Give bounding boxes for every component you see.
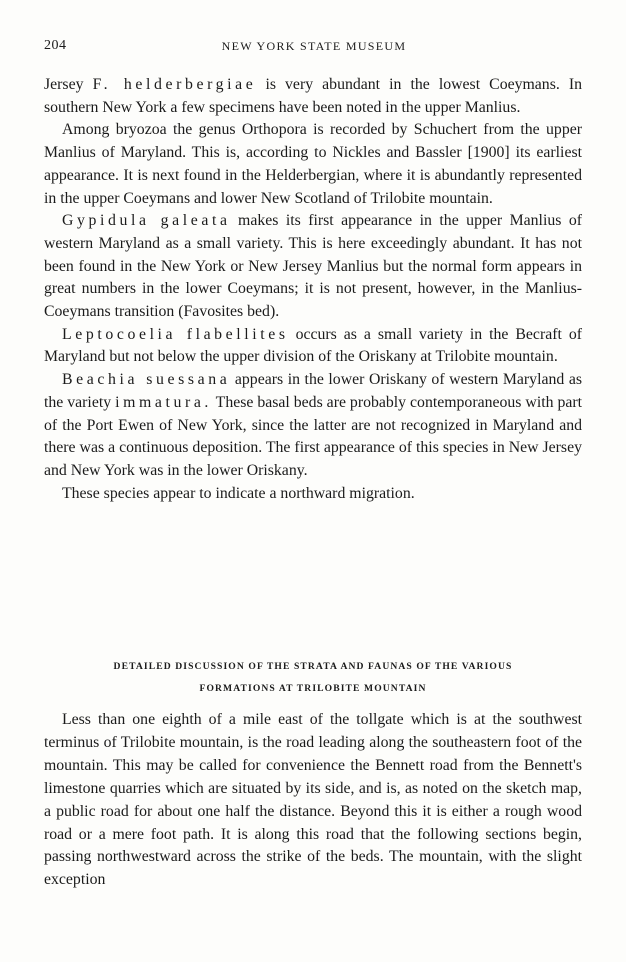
paragraph-3-text: makes its first appearance in the upper Manlius of western Maryland as a small variety. This is here exceedingly abundant. It has not been found in the New York or New Jersey Manlius but the normal form appears in great numbers in the lower Coeymans; it is not present, however, in the Manlius-Coeymans transition (Favosites bed).	[44, 212, 582, 321]
paragraph-5-text: appears in the lower Oriskany of western Maryland as the variety	[44, 371, 582, 411]
paragraph-6: These species appear to indicate a northward migration.	[62, 484, 415, 502]
species-name: Gypidula galeata	[62, 212, 231, 230]
paragraph-5-text-2: These basal beds are probably contemporaneous with part of the Port Ewen of New York, since the latter are not recognized in Maryland and there was a continuous deposition. The first appearance of this species in New Jersey and New York was in the lower Oriskany.	[44, 393, 583, 479]
body-text-2	[44, 709, 582, 892]
species-name: F. helderbergiae	[92, 76, 257, 93]
paragraph-1	[44, 74, 582, 119]
paragraph-2: Among bryozoa the genus Orthopora is recorded by Schuchert from the upper Manlius of Maryland. This is, according to Nickles and Bassler [1900] its earliest appearance. It is next found in the Helderbergian, where it is abundantly represented in the upper Coeymans and lower New Scotland of Trilobite mountain.	[44, 121, 582, 207]
page-number: 204	[44, 38, 67, 53]
section-heading-line-1: DETAILED DISCUSSION OF THE STRATA AND FAUNAS OF THE VARIOUS	[113, 661, 513, 672]
paragraph-4	[44, 324, 582, 369]
paragraph-5	[44, 369, 582, 483]
paragraph-4-text: occurs as a small variety in the Becraft of Maryland but not below the upper division of the Oriskany at Trilobite mountain.	[44, 325, 582, 366]
variety-name: immatura.	[115, 393, 212, 411]
page-header	[44, 38, 584, 58]
species-name: Leptocoelia flabellites	[62, 325, 289, 343]
body-text	[44, 74, 582, 505]
paragraph-7: Less than one eighth of a mile east of the tollgate which is at the southwest terminus of Trilobite mountain, is the road leading along the southeastern foot of the mountain. This may be called for convenience the Bennett road from the Bennett's limestone quarries which are situated by its side, and is, as noted on the sketch map, a public road for about one half the distance. Beyond this it is either a rough wood road or a mere foot path. It is along this road that the following sections begin, passing northwestward across the strike of the beds. The mountain, with the slight exception	[44, 711, 582, 889]
paragraph-1-text: is very abundant in the lowest Coeymans. In southern New York a few specimens have been noted in the upper Manlius.	[44, 76, 583, 116]
species-name: Beachia suessana	[62, 371, 231, 389]
paragraph-1-lead: Jersey	[44, 76, 84, 93]
section-heading-line-2: FORMATIONS AT TRILOBITE MOUNTAIN	[199, 683, 427, 694]
section-heading	[44, 656, 582, 700]
paragraph-3	[44, 210, 582, 324]
running-head: NEW YORK STATE MUSEUM	[221, 39, 407, 53]
